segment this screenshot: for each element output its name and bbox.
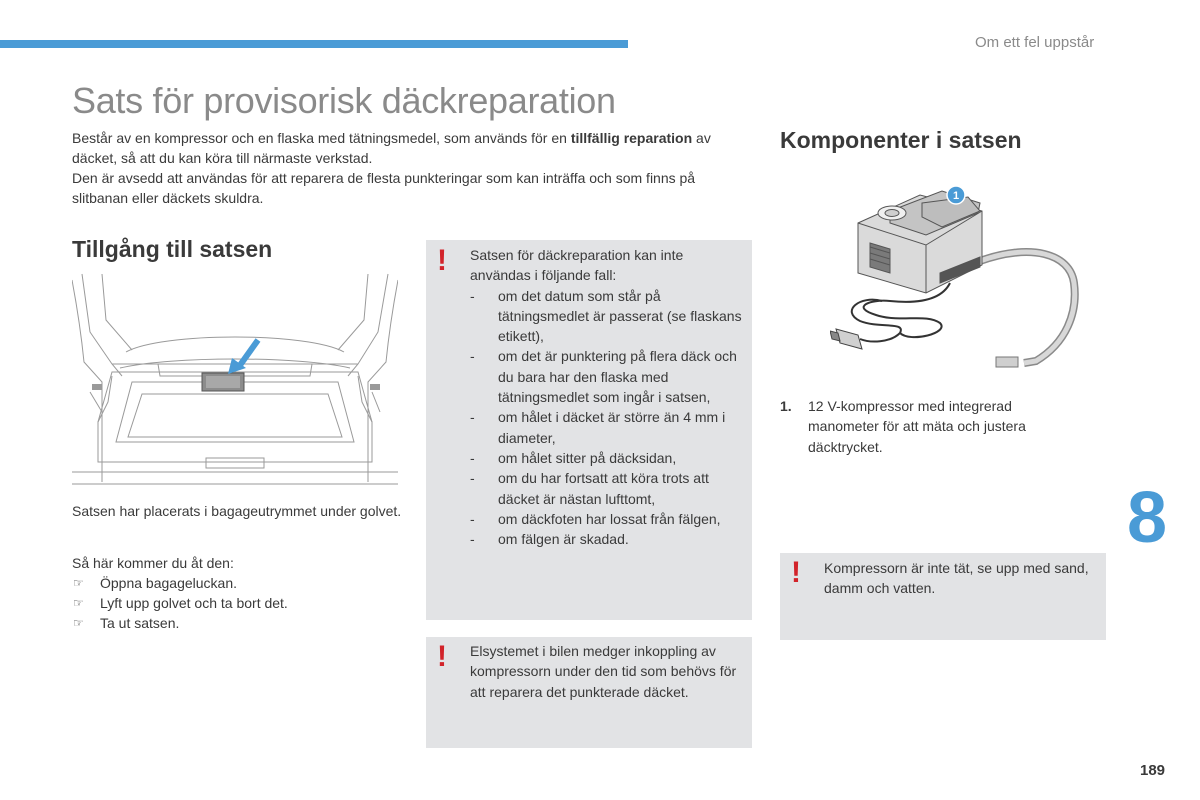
intro-paragraph bbox=[72, 128, 752, 208]
pointing-hand-icon: ☞ bbox=[73, 576, 84, 590]
pointing-hand-icon: ☞ bbox=[73, 596, 84, 610]
callout-1-label: 1 bbox=[952, 190, 960, 202]
warning-exclamation-icon: ! bbox=[791, 556, 801, 589]
list-item: - om det är punktering på flera däck och du bara har den flaska med tätningsmedlet som ingår i satsen, bbox=[470, 348, 737, 406]
component-number: 1. bbox=[780, 398, 792, 414]
list-item: - om fälgen är skadad. bbox=[470, 531, 629, 548]
components-heading: Komponenter i satsen bbox=[780, 127, 1022, 153]
trunk-illustration bbox=[72, 272, 398, 494]
list-item: - om du har fortsatt att köra trots att däcket är nästan lufttomt, bbox=[470, 470, 709, 507]
section-title: Om ett fel uppstår bbox=[975, 34, 1095, 51]
intro-bold-term: tillfällig reparation bbox=[570, 130, 693, 146]
list-item: - om däckfoten har lossat från fälgen, bbox=[470, 510, 721, 527]
access-caption: Satsen har placerats i bagageutrymmet under golvet. bbox=[72, 503, 402, 519]
list-item: - om hålet sitter på däcksidan, bbox=[470, 449, 677, 466]
header-accent-bar bbox=[0, 40, 628, 48]
intro-text-1a: Består av en kompressor och en flaska med tätningsmedel, som används för en bbox=[72, 130, 571, 146]
warning-intro: Satsen för däckreparation kan inte användas i följande fall: bbox=[470, 247, 684, 284]
list-item: - om det datum som står på tätningsmedlet är passerat (se flaskans etikett), bbox=[470, 287, 742, 345]
step-text: Öppna bagageluckan. bbox=[100, 575, 237, 591]
list-item bbox=[72, 593, 402, 613]
chapter-number: 8 bbox=[1127, 478, 1168, 558]
component-item-1 bbox=[780, 396, 1080, 457]
list-item bbox=[72, 573, 402, 593]
step-text: Ta ut satsen. bbox=[100, 615, 180, 631]
pointing-hand-icon: ☞ bbox=[73, 616, 84, 630]
intro-text-1b: av däcket, så att du kan köra till närmaste verkstad. bbox=[72, 130, 711, 166]
warning-compressor-text: Kompressorn är inte tät, se upp med sand, damm och vatten. bbox=[824, 560, 1089, 597]
step-text: Lyft upp golvet och ta bort det. bbox=[100, 595, 288, 611]
warning-exclamation-icon: ! bbox=[437, 244, 447, 277]
warning-restrictions-text bbox=[470, 245, 746, 549]
component-description: 12 V-kompressor med integrerad manometer för att mäta och justera däcktrycket. bbox=[808, 398, 1026, 455]
intro-text-2: Den är avsedd att användas för att reparera de flesta punkteringar som kan inträffa och som finns på slitbanan eller däckets skuldra. bbox=[72, 170, 696, 206]
list-item: - om hålet i däcket är större än 4 mm i diameter, bbox=[470, 409, 726, 446]
warning-exclamation-icon: ! bbox=[437, 640, 447, 673]
page-number: 189 bbox=[1140, 762, 1166, 779]
warning-electrical-text: Elsystemet i bilen medger inkoppling av kompressorn under den tid som behövs för att reparera det punkterade däcket. bbox=[470, 643, 737, 700]
access-heading: Tillgång till satsen bbox=[72, 236, 273, 262]
compressor-illustration bbox=[830, 183, 1090, 383]
list-item bbox=[72, 613, 402, 633]
access-steps bbox=[72, 553, 402, 633]
access-steps-intro: Så här kommer du åt den: bbox=[72, 555, 234, 571]
page-title: Sats för provisorisk däckreparation bbox=[72, 80, 616, 121]
